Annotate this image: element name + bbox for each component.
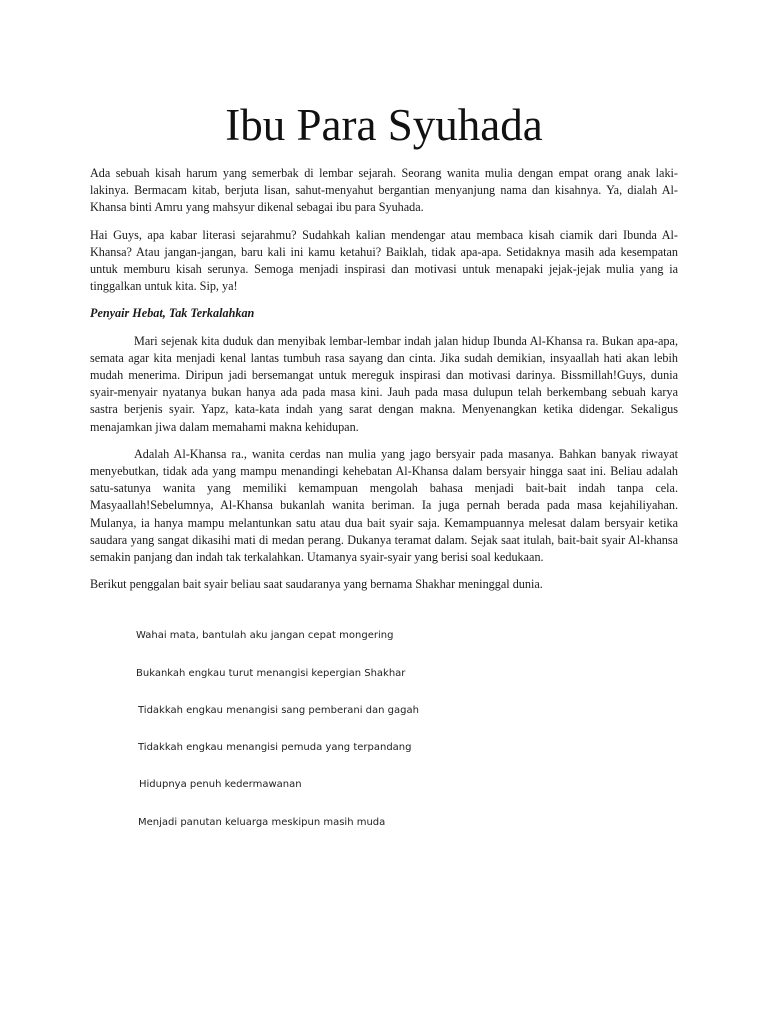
document-title: Ibu Para Syuhada — [225, 100, 543, 150]
poem-line: Wahai mata, bantulah aku jangan cepat mongering — [136, 630, 394, 641]
section-heading: Penyair Hebat, Tak Terkalahkan — [90, 306, 255, 321]
paragraph-khansa: Adalah Al-Khansa ra., wanita cerdas nan mulia yang jago bersyair pada masanya. Bahkan banyak riwayat menyebutkan, tidak ada yang mampu menandingi kehebatan Al-Khansa dalam bersyair hingga saat ini. Beliau adalah satu-satunya wanita yang memiliki kemampuan mengolah bahasa menjadi bait-bait indah tanpa cela. Masyaallah!Sebelumnya, Al-Khansa bukanlah wanita beriman. Ia juga pernah berada pada masa kejahiliyahan. Mulanya, ia hanya mampu melantunkan satu atau dua bait syair saja. Kemampuannya melesat dalam bersyair ketika saudara yang sangat dikasihi mati di medan perang. Dukanya teramat dalam. Sejak saat itulah, bait-bait syair Al-khansa semakin panjang dan indah tak terkalahkan. Utamanya syair-syair yang berisi soal kedukaan. — [90, 446, 678, 565]
paragraph-greeting: Hai Guys, apa kabar literasi sejarahmu? Sudahkah kalian mendengar atau membaca kisah ciamik dari Ibunda Al-Khansa? Atau jangan-jangan, baru kali ini kamu ketahui? Baiklah, tidak apa-apa. Setidaknya masih ada kesempatan untuk memburu kisah serunya. Semoga menjadi inspirasi dan motivasi untuk menapaki jejak-jejak mulia yang ia tinggalkan untuk kita. Sip, ya! — [90, 227, 678, 294]
paragraph-poet: Mari sejenak kita duduk dan menyibak lembar-lembar indah jalan hidup Ibunda Al-Khansa ra. Bukan apa-apa, semata agar kita menjadi kenal lantas tumbuh rasa sayang dan cinta. Jika sudah demikian, insyaallah hati akan lebih mudah menerima. Diripun jadi bersemangat untuk mereguk inspirasi dan motivasi darinya. Bissmillah!Guys, dunia syair-menyair nyatanya bukan hanya ada pada masa kini. Jauh pada masa dulupun telah berkembang sebuah karya sastra berjenis syair. Yapz, kata-kata indah yang sarat dengan makna. Menyenangkan ketika didengar. Sekaligus menajamkan jiwa dalam memahami makna kehidupan. — [90, 333, 678, 434]
document-body — [90, 165, 678, 603]
paragraph-intro: Ada sebuah kisah harum yang semerbak di lembar sejarah. Seorang wanita mulia dengan empat orang anak laki-lakinya. Bermacam kitab, berjuta lisan, sahut-menyahut bergantian menyanjung nama dan kisahnya. Ya, dialah Al-Khansa binti Amru yang mahsyur dikenal sebagai ibu para Syuhada. — [90, 166, 678, 215]
poem-line: Bukankah engkau turut menangisi kepergian Shakhar — [136, 668, 406, 679]
paragraph-poem-intro: Berikut penggalan bait syair beliau saat saudaranya yang bernama Shakhar meninggal dunia. — [90, 577, 543, 592]
poem-line: Menjadi panutan keluarga meskipun masih muda — [138, 817, 386, 828]
poem-line: Hidupnya penuh kedermawanan — [139, 779, 302, 790]
poem-line: Tidakkah engkau menangisi pemuda yang terpandang — [138, 742, 412, 753]
poem-line: Tidakkah engkau menangisi sang pemberani dan gagah — [138, 705, 419, 716]
